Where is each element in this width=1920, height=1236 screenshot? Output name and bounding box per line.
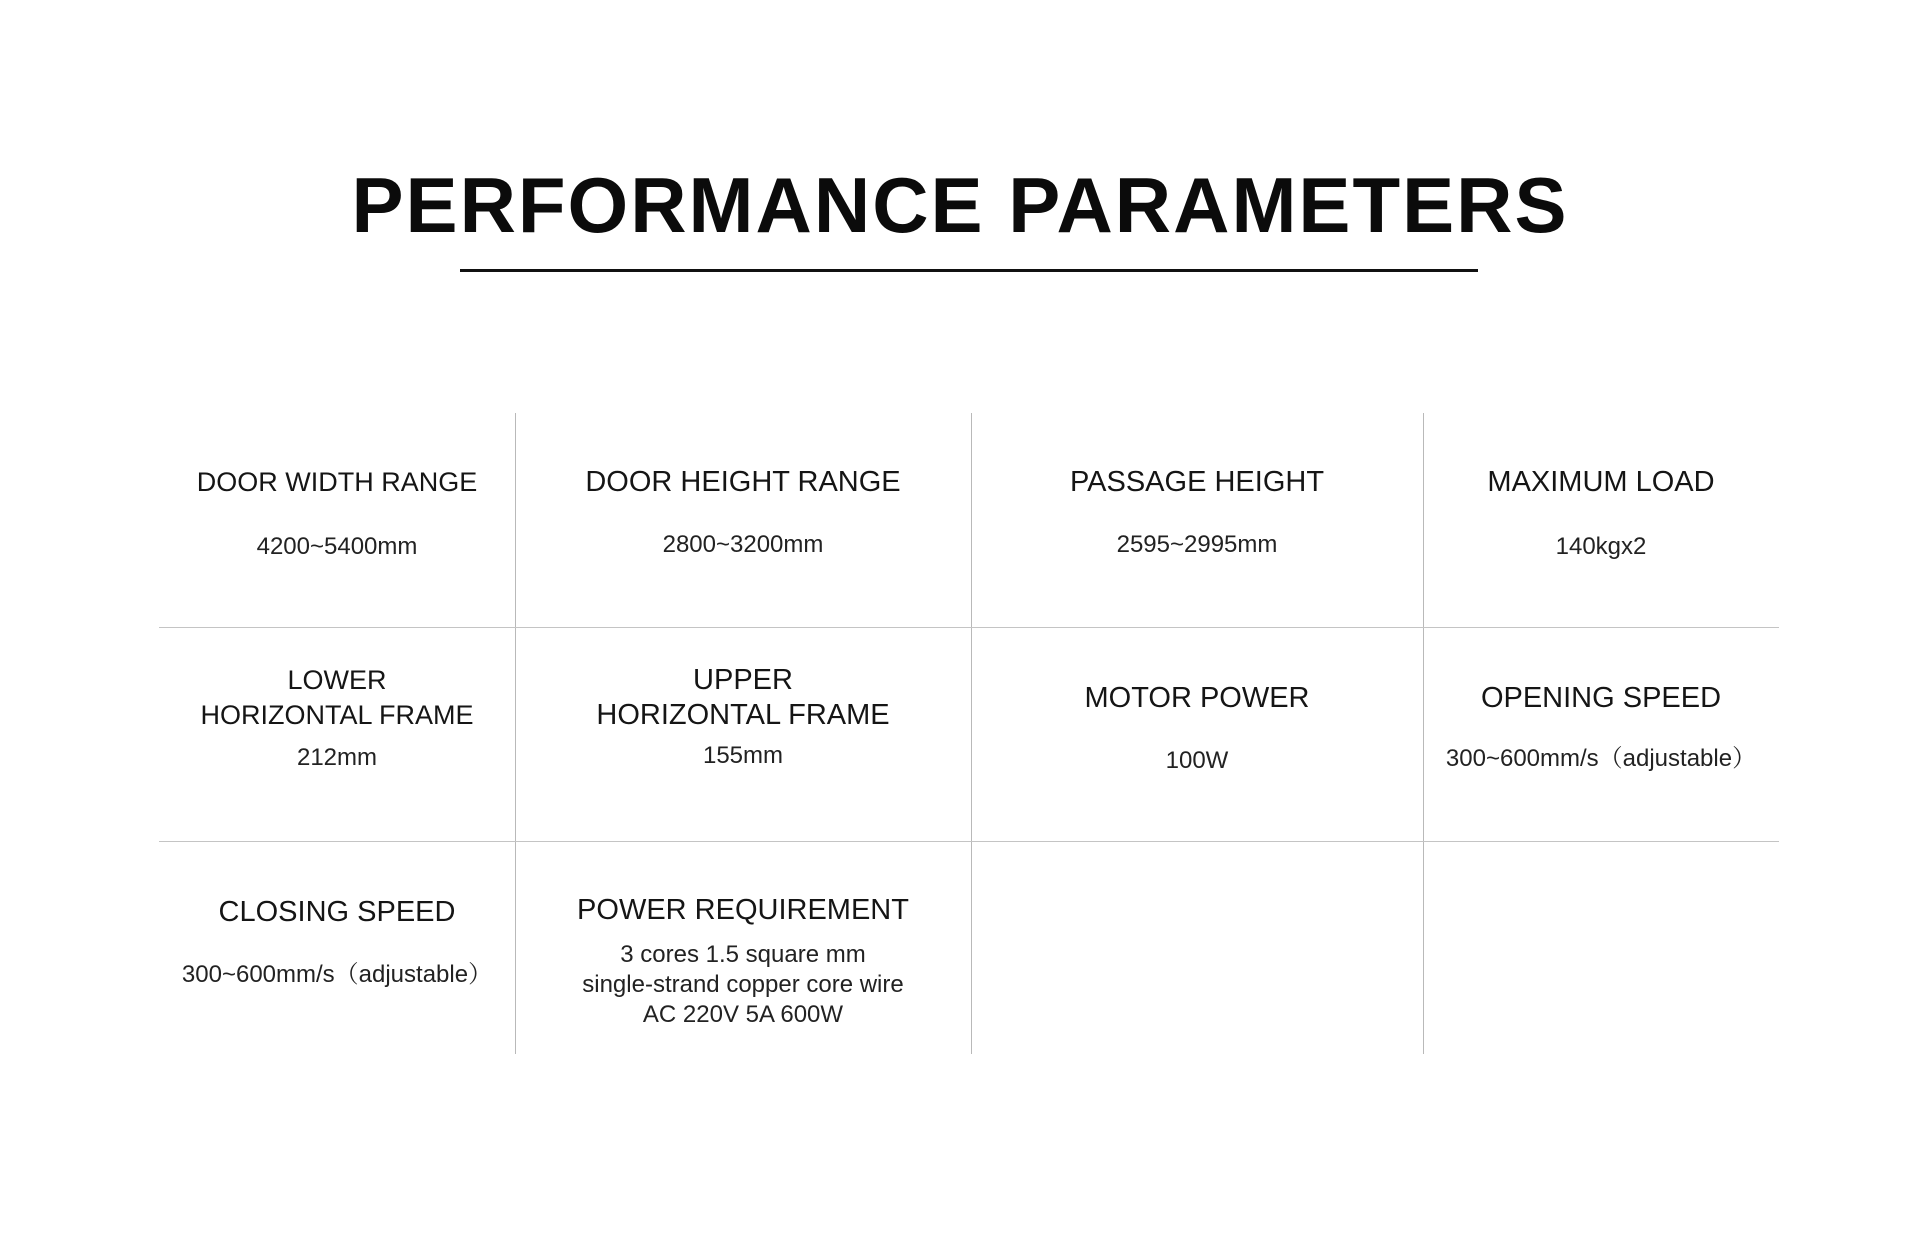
row-divider [159, 841, 1779, 842]
param-cell-motor-power [971, 681, 1423, 776]
param-cell-opening-speed [1423, 681, 1779, 774]
param-label: LOWER HORIZONTAL FRAME [200, 665, 474, 730]
param-cell-closing-speed [159, 895, 515, 990]
param-label: CLOSING SPEED [218, 896, 456, 928]
param-cell-passage-height [971, 465, 1423, 560]
param-cell-door-width-range [159, 465, 515, 562]
param-label: PASSAGE HEIGHT [1069, 466, 1325, 498]
page-title: PERFORMANCE PARAMETERS [351, 161, 1569, 249]
param-label: POWER REQUIREMENT [577, 894, 909, 926]
param-label: DOOR HEIGHT RANGE [585, 466, 901, 498]
param-value: 140kgx2 [1555, 533, 1647, 560]
param-label: MAXIMUM LOAD [1487, 466, 1715, 498]
param-value: 100W [1165, 747, 1229, 774]
param-value: 155mm [702, 742, 784, 769]
parameters-table [159, 413, 1779, 1054]
param-cell-upper-horizontal-frame [515, 663, 971, 771]
param-cell-door-height-range [515, 465, 971, 560]
param-label: DOOR WIDTH RANGE [196, 467, 478, 497]
param-value: 300~600mm/s（adjustable） [1445, 745, 1757, 772]
param-cell-lower-horizontal-frame [159, 663, 515, 773]
param-value: 3 cores 1.5 square mm single-strand copper core wire AC 220V 5A 600W [582, 941, 904, 1028]
param-label: UPPER HORIZONTAL FRAME [596, 664, 890, 731]
row-divider [159, 627, 1779, 628]
param-value: 2800~3200mm [662, 531, 824, 558]
param-label: MOTOR POWER [1084, 682, 1310, 714]
param-value: 212mm [296, 744, 378, 771]
param-cell-power-requirement [515, 893, 971, 1030]
param-cell-maximum-load [1423, 465, 1779, 562]
param-label: OPENING SPEED [1480, 682, 1722, 714]
param-value: 2595~2995mm [1116, 531, 1278, 558]
title-underline [460, 269, 1478, 272]
param-value: 4200~5400mm [256, 533, 418, 560]
param-value: 300~600mm/s（adjustable） [181, 961, 493, 988]
